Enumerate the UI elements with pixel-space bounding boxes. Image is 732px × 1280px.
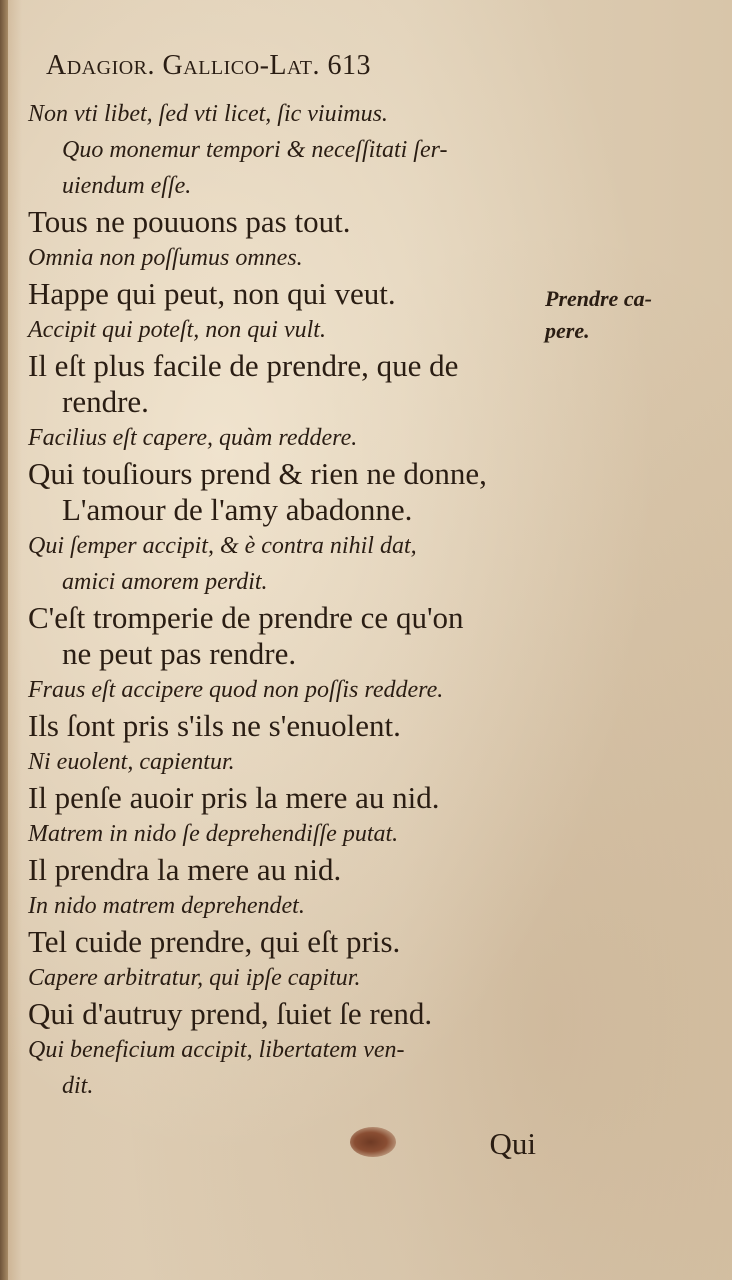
- running-head-initial: A: [46, 50, 67, 81]
- latin-translation-line: Ni euolent, capientur.: [28, 749, 235, 775]
- catchword: Qui: [489, 1126, 536, 1161]
- running-head-word1: dagior.: [66, 50, 156, 81]
- french-proverb-line: Happe qui peut, non qui veut.: [28, 276, 396, 311]
- latin-translation-line: Accipit qui poteſt, non qui vult.: [28, 317, 326, 343]
- margin-note-line1: Prendre ca-: [545, 286, 652, 311]
- french-proverb-line: Qui touſiours prend & rien ne donne,: [28, 456, 487, 491]
- latin-translation-line: Facilius eſt capere, quàm reddere.: [28, 425, 358, 451]
- french-proverb-line: Il eſt plus facile de prendre, que de: [28, 348, 459, 383]
- running-head-letter3: L: [269, 50, 288, 81]
- french-proverb-line: L'amour de l'amy abadonne.: [62, 492, 413, 527]
- latin-translation-line: Non vti libet, ſed vti licet, ſic viuimus.: [28, 101, 388, 127]
- french-proverb-line: Il prendra la mere au nid.: [28, 852, 342, 887]
- latin-translation-line: Qui ſemper accipit, & è contra nihil dat,: [28, 533, 417, 559]
- french-proverb-line: Tel cuide prendre, qui eſt pris.: [28, 924, 401, 959]
- latin-translation-line: dit.: [62, 1073, 94, 1099]
- french-proverb-line: Il penſe auoir pris la mere au nid.: [28, 780, 440, 815]
- running-head-word3: at.: [287, 50, 320, 81]
- latin-translation-line: Qui beneficium accipit, libertatem ven-: [28, 1037, 405, 1063]
- ink-stain: [350, 1127, 396, 1157]
- latin-translation-line: In nido matrem deprehendet.: [28, 893, 305, 919]
- page-gutter: [0, 0, 8, 1280]
- french-proverb-line: Qui d'autruy prend, ſuiet ſe rend.: [28, 996, 433, 1031]
- proverb-text-block: [28, 96, 540, 1162]
- latin-translation-line: Fraus eſt accipere quod non poſſis reddere.: [28, 677, 444, 703]
- running-head-word2: allico-: [183, 50, 270, 81]
- latin-translation-line: Omnia non poſſumus omnes.: [28, 245, 303, 271]
- latin-translation-line: uiendum eſſe.: [62, 173, 192, 199]
- margin-note-line2: pere.: [545, 318, 590, 343]
- latin-translation-line: Matrem in nido ſe deprehendiſſe putat.: [28, 821, 399, 847]
- french-proverb-line: ne peut pas rendre.: [62, 636, 297, 671]
- french-proverb-line: rendre.: [62, 384, 149, 419]
- page-number: 613: [327, 50, 371, 81]
- french-proverb-line: Tous ne pouuons pas tout.: [28, 204, 351, 239]
- running-head: [46, 50, 536, 82]
- latin-translation-line: amici amorem perdit.: [62, 569, 268, 595]
- latin-translation-line: Capere arbitratur, qui ipſe capitur.: [28, 965, 361, 991]
- margin-note: [545, 283, 715, 347]
- latin-translation-line: Quo monemur tempori & neceſſitati ſer-: [62, 137, 448, 163]
- french-proverb-line: Ils ſont pris s'ils ne s'enuolent.: [28, 708, 401, 743]
- running-head-letter2: G: [162, 50, 184, 81]
- french-proverb-line: C'eſt tromperie de prendre ce qu'on: [28, 600, 464, 635]
